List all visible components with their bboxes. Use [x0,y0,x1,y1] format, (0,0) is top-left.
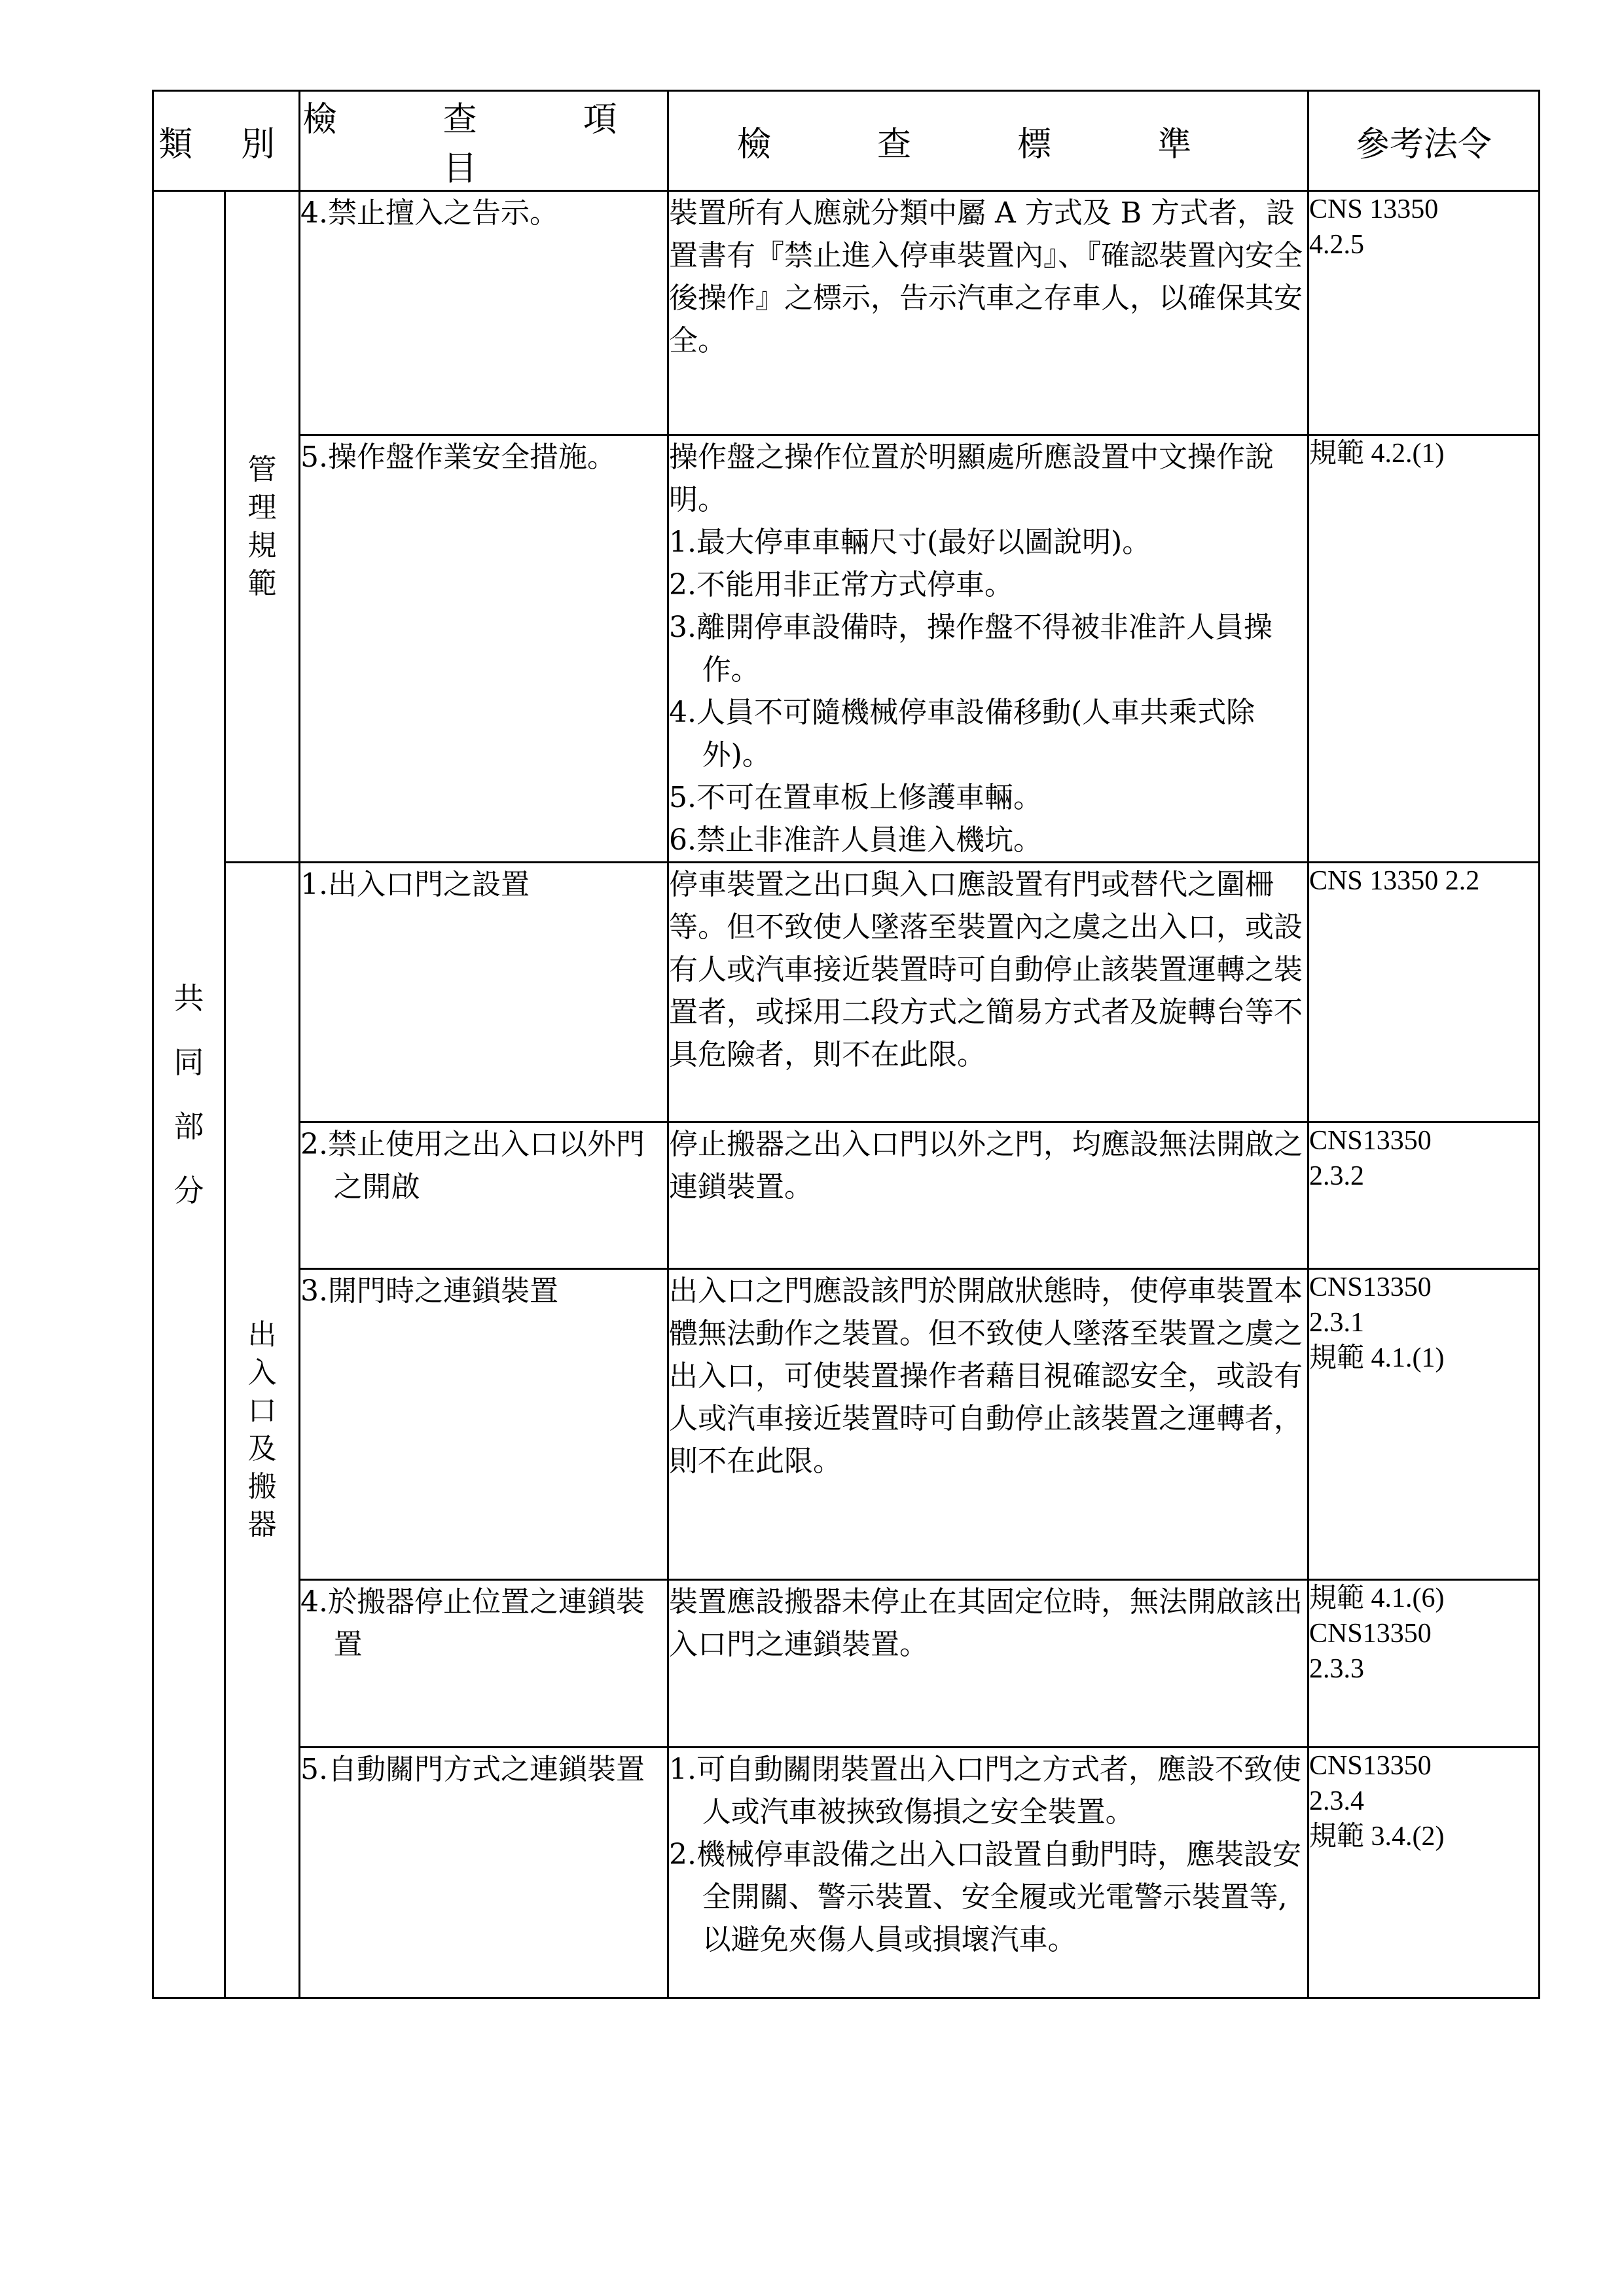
group-label-entrance: 出 入 口 及 搬 器 [225,863,300,1998]
standard-cell: 停車裝置之出口與入口應設置有門或替代之圍柵等。但不致使人墜落至裝置內之虞之出入口，或設有人或汽車接近裝置時可自動停止該裝置運轉之裝置者，或採用二段方式之簡易方式者及旋轉台等不具危險者，則不在此限。 [668,863,1308,1122]
section-label: 共 同 部 分 [153,191,225,1998]
item-cell: 5.自動關門方式之連鎖裝置 [300,1748,668,1998]
standard-cell: 裝置所有人應就分類中屬 A 方式及 B 方式者，設置書有『禁止進入停車裝置內』、『確認裝置內安全後操作』之標示，告示汽車之存車人，以確保其安全。 [668,191,1308,435]
standard-cell: 裝置應設搬器未停止在其固定位時，無法開啟該出入口門之連鎖裝置。 [668,1580,1308,1748]
header-standard: 檢 查 標 準 [668,91,1308,191]
item-cell: 4.於搬器停止位置之連鎖裝置 [300,1580,668,1748]
standard-cell: 停止搬器之出入口門以外之門，均應設無法開啟之連鎖裝置。 [668,1122,1308,1269]
standard-cell: 操作盤之操作位置於明顯處所應設置中文操作說明。 1.最大停車車輛尺寸(最好以圖說明)。 2.不能用非正常方式停車。 3.離開停車設備時，操作盤不得被非准許人員操作。 4.人員不可隨機械停車設備移動(人車共乘式除外)。 5.不可在置車板上修護車輛。 6.禁止非准許人員進入機坑。 [668,435,1308,863]
reference-cell: CNS 13350 4.2.5 [1308,191,1540,435]
header-item: 檢 查 項 目 [300,91,668,191]
table-row [153,1269,1540,1580]
header-category: 類 別 [153,91,300,191]
table-row [153,1122,1540,1269]
reference-cell: CNS13350 2.3.1 規範 4.1.(1) [1308,1269,1540,1580]
standard-cell: 1.可自動關閉裝置出入口門之方式者，應設不致使人或汽車被挾致傷損之安全裝置。 2.機械停車設備之出入口設置自動門時，應裝設安全開關、警示裝置、安全履或光電警示裝置等,以避免夾傷人員或損壞汽車。 [668,1748,1308,1998]
inspection-table [152,90,1540,1999]
reference-cell: CNS13350 2.3.2 [1308,1122,1540,1269]
table-row [153,863,1540,1122]
item-cell: 1.出入口門之設置 [300,863,668,1122]
table-row [153,1748,1540,1998]
item-cell: 5.操作盤作業安全措施。 [300,435,668,863]
reference-cell: 規範 4.1.(6) CNS13350 2.3.3 [1308,1580,1540,1748]
group-label-management: 管 理 規 範 [225,191,300,863]
reference-cell: 規範 4.2.(1) [1308,435,1540,863]
table-row [153,435,1540,863]
reference-cell: CNS13350 2.3.4 規範 3.4.(2) [1308,1748,1540,1998]
table-row [153,1580,1540,1748]
item-cell: 2.禁止使用之出入口以外門之開啟 [300,1122,668,1269]
item-cell: 4.禁止擅入之告示。 [300,191,668,435]
standard-cell: 出入口之門應設該門於開啟狀態時，使停車裝置本體無法動作之裝置。但不致使人墜落至裝置之虞之出入口，可使裝置操作者藉目視確認安全，或設有人或汽車接近裝置時可自動停止該裝置之運轉者，則不在此限。 [668,1269,1308,1580]
item-cell: 3.開門時之連鎖裝置 [300,1269,668,1580]
reference-cell: CNS 13350 2.2 [1308,863,1540,1122]
header-reference: 參考法令 [1308,91,1540,191]
header-row [153,91,1540,191]
table-row [153,191,1540,435]
